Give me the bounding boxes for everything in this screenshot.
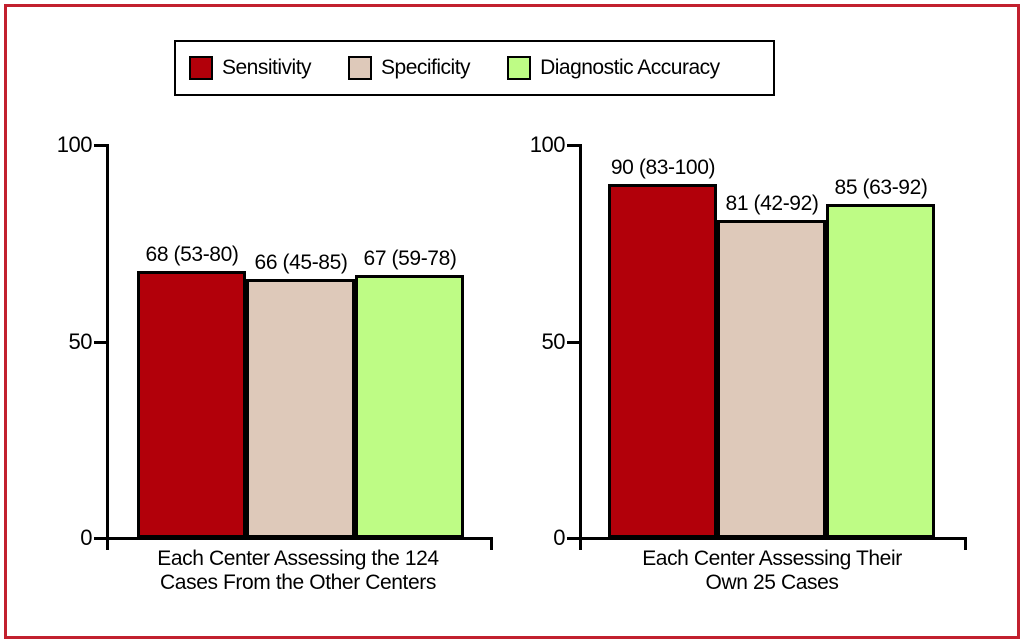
diagnostic-accuracy-swatch-icon [507,56,531,80]
y-tick-label: 50 [68,329,92,354]
legend-item-diagnostic-accuracy [507,56,720,80]
bar-value-label: 68 (53-80) [145,243,239,266]
bar-value-label: 67 (59-78) [363,247,457,270]
bar-diagnostic-accuracy [826,204,935,538]
y-tick-label: 0 [80,525,92,550]
x-axis-label-line-1: Each Center Assessing Their [642,547,902,570]
bar-specificity [246,279,355,538]
y-axis-line [579,144,582,550]
y-tick [567,144,581,147]
bar-sensitivity [608,184,717,538]
y-tick-label: 50 [541,329,565,354]
legend-item-sensitivity [189,56,311,80]
bar-value-label: 81 (42-92) [725,192,819,215]
bar-specificity [717,220,826,538]
y-tick-label: 0 [553,525,565,550]
x-axis-label [512,547,1024,595]
y-tick [94,144,108,147]
y-tick [94,537,108,540]
legend-label-diagnostic-accuracy: Diagnostic Accuracy [540,56,720,79]
bar-sensitivity [137,271,246,538]
y-tick [567,341,581,344]
x-axis-label-line-2: Cases From the Other Centers [160,571,436,594]
x-axis-label-line-2: Own 25 Cases [705,571,839,594]
y-tick [567,537,581,540]
bar-value-label: 66 (45-85) [254,251,348,274]
bar-diagnostic-accuracy [355,275,464,538]
bar-value-label: 90 (83-100) [610,156,716,179]
legend [174,40,775,96]
legend-item-specificity [348,56,470,80]
y-tick-label: 100 [529,132,565,157]
legend-label-specificity: Specificity [381,56,471,79]
y-tick [94,341,108,344]
x-axis-label [38,547,558,595]
y-axis-line [106,144,109,550]
x-axis-label-line-1: Each Center Assessing the 124 [157,547,439,570]
sensitivity-swatch-icon [189,56,213,80]
specificity-swatch-icon [348,56,372,80]
bar-value-label: 85 (63-92) [834,176,928,199]
legend-label-sensitivity: Sensitivity [222,56,312,79]
y-tick-label: 100 [56,132,92,157]
